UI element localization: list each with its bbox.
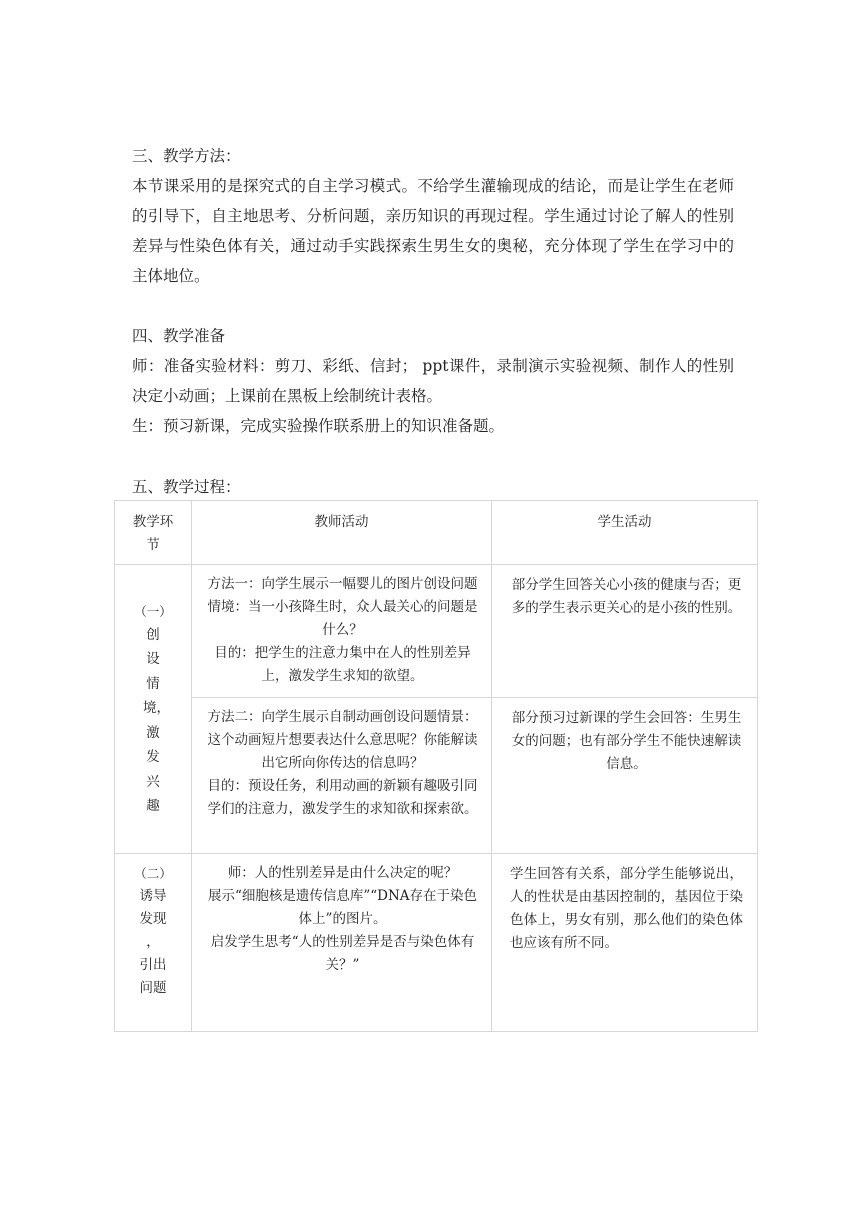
stage-2-cell — [115, 854, 192, 1032]
table-row — [115, 565, 758, 698]
stage-2-line-3: ， — [146, 934, 160, 950]
table-header-row — [115, 501, 758, 565]
stage-1-cell — [115, 565, 192, 854]
stage-1-number: （一） — [134, 603, 172, 619]
teacher-question-3: 师：人的性别差异是由什么决定的呢？ — [227, 865, 458, 881]
teaching-process-table — [114, 500, 758, 1032]
teacher-activity-3 — [192, 854, 492, 1032]
stage-2-line-5: 问题 — [139, 980, 167, 996]
teacher-method-2: 方法二：向学生展示自制动画创设问题情景：这个动画短片想要表达什么意思呢？你能解读出它所向你传达的信息吗？ — [207, 709, 478, 771]
teacher-preparation: 师：准备实验材料：剪刀、彩纸、信封； ppt课件，录制演示实验视频、制作人的性别决定小动画；上课前在黑板上绘制统计表格。 — [132, 357, 734, 405]
stage-2-line-4: 引出 — [139, 957, 167, 973]
stage-2-line-2: 发现 — [139, 911, 167, 927]
stage-2-number: （二） — [134, 866, 172, 881]
stage-2-line-1: 诱导 — [139, 888, 167, 904]
teacher-goal-2: 目的：预设任务，利用动画的新颖有趣吸引同学们的注意力，激发学生的求知欲和探索欲。 — [207, 778, 478, 817]
student-activity-2: 部分预习过新课的学生会回答：生男生女的问题；也有部分学生不能快速解读信息。 — [492, 698, 758, 854]
teacher-activity-2 — [192, 698, 492, 854]
header-stage-label: 教学环节 — [132, 514, 174, 553]
teacher-prompt-3: 启发学生思考“人的性别差异是否与染色体有关？” — [210, 934, 475, 973]
student-activity-3: 学生回答有关系，部分学生能够说出，人的性状是由基因控制的，基因位于染色体上，男女有别，那么他们的染色体也应该有所不同。 — [492, 854, 758, 1032]
section-heading-preparation: 四、教学准备 — [132, 327, 226, 345]
section-heading-methods: 三、教学方法： — [132, 147, 241, 165]
teacher-show-3: 展示“细胞核是遗传信息库”“DNA存在于染色体上”的图片。 — [207, 888, 478, 927]
header-student: 学生活动 — [492, 501, 758, 565]
teacher-method-1: 方法一：向学生展示一幅婴儿的图片创设问题情境：当一小孩降生时，众人最关心的问题是什么？ — [207, 576, 478, 638]
header-teacher: 教师活动 — [192, 501, 492, 565]
teacher-activity-1 — [192, 565, 492, 698]
teacher-goal-1: 目的：把学生的注意力集中在人的性别差异上，激发学生求知的欲望。 — [214, 645, 471, 684]
methods-paragraph: 本节课采用的是探究式的自主学习模式。不给学生灌输现成的结论，而是让学生在老师的引导下，自主地思考、分析问题，亲历知识的再现过程。学生通过讨论了解人的性别差异与性染色体有关，通过动手实践探索生男生女的奥秘，充分体现了学生在学习中的主体地位。 — [132, 177, 734, 285]
stage-1-label: 创设情境，激发兴趣 — [143, 626, 170, 814]
student-preparation: 生：预习新课，完成实验操作联系册上的知识准备题。 — [132, 417, 505, 435]
table-row — [115, 698, 758, 854]
table-row — [115, 854, 758, 1032]
header-stage — [115, 501, 192, 565]
student-activity-1: 部分学生回答关心小孩的健康与否；更多的学生表示更关心的是小孩的性别。 — [492, 565, 758, 698]
section-heading-process: 五、教学过程： — [132, 478, 241, 496]
